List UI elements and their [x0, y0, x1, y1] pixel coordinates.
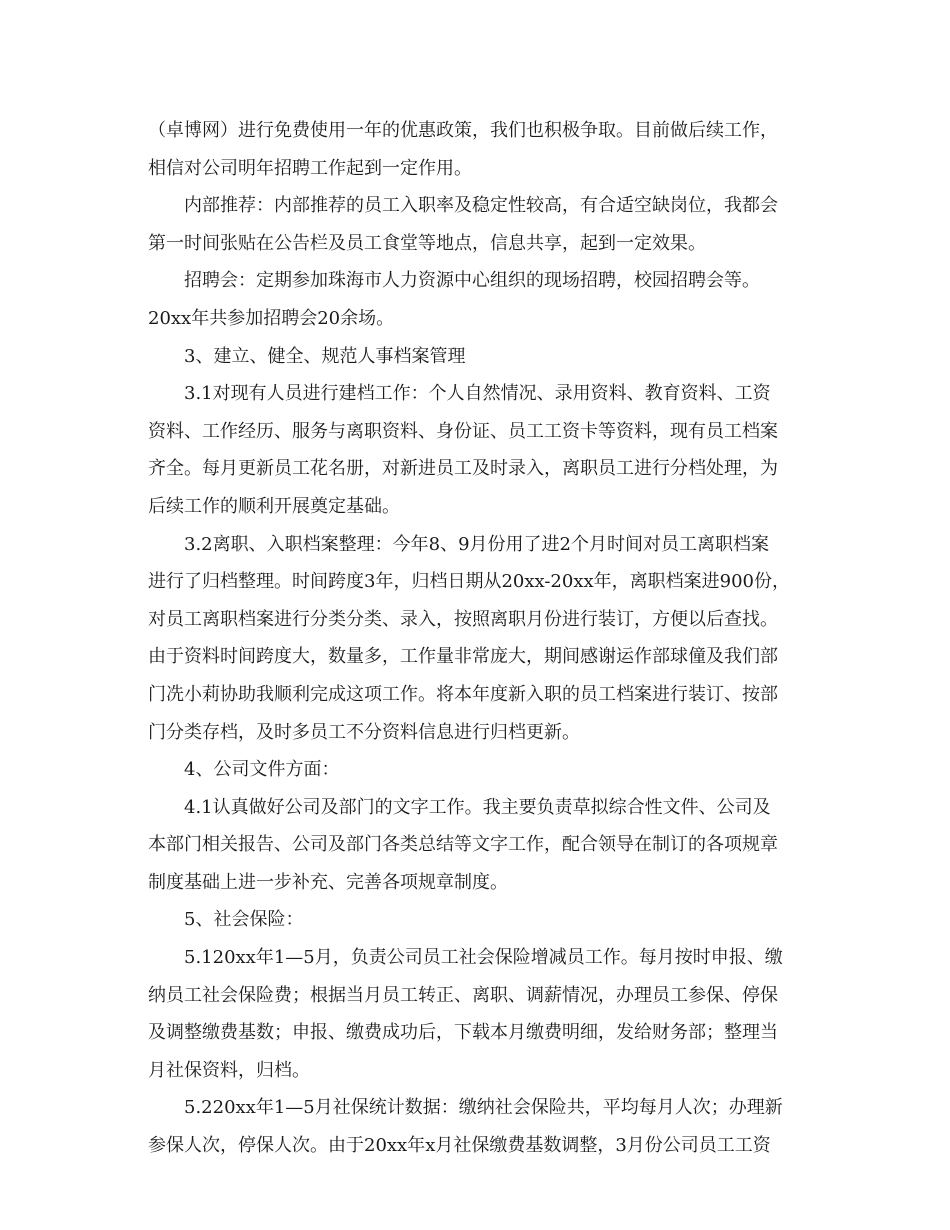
- text-line: 资料、工作经历、服务与离职资料、身份证、员工工资卡等资料，现有员工档案: [148, 420, 778, 442]
- text-line: 本部门相关报告、公司及部门各类总结等文字工作，配合领导在制订的各项规章: [148, 834, 778, 856]
- text-line: 5.120xx年1—5月，负责公司员工社会保险增减员工作。每月按时申报、缴: [184, 947, 783, 969]
- text-line: 齐全。每月更新员工花名册，对新进员工及时录入，离职员工进行分档处理，为: [148, 458, 778, 480]
- text-line: 纳员工社会保险费；根据当月员工转正、离职、调薪情况，办理员工参保、停保: [148, 984, 778, 1006]
- text-line: 制度基础上进一步补充、完善各项规章制度。: [148, 871, 508, 893]
- text-line: 月社保资料，归档。: [148, 1059, 310, 1081]
- text-line: （卓博网）进行免费使用一年的优惠政策，我们也积极争取。目前做后续工作，: [148, 120, 778, 141]
- text-line: 4、公司文件方面：: [184, 759, 340, 781]
- text-line: 对员工离职档案进行分类分类、录入，按照离职月份进行装订，方便以后查找。: [148, 608, 778, 630]
- text-line: 相信对公司明年招聘工作起到一定作用。: [148, 157, 472, 179]
- text-line: 5、社会保险：: [184, 909, 304, 931]
- text-line: 门冼小莉协助我顺利完成这项工作。将本年度新入职的员工档案进行装订、按部: [148, 683, 778, 705]
- text-line: 20xx年共参加招聘会20余场。: [148, 307, 395, 329]
- text-line: 招聘会：定期参加珠海市人力资源中心组织的现场招聘，校园招聘会等。: [184, 270, 760, 292]
- text-line: 进行了归档整理。时间跨度3年，归档日期从20xx-20xx年，离职档案进900份，: [148, 571, 790, 593]
- text-line: 3.2离职、入职档案整理：今年8、9月份用了进2个月时间对员工离职档案: [184, 533, 769, 555]
- text-line: 3.1对现有人员进行建档工作：个人自然情况、录用资料、教育资料、工资: [184, 383, 771, 405]
- text-line: 后续工作的顺利开展奠定基础。: [148, 495, 400, 517]
- text-line: 及调整缴费基数；申报、缴费成功后，下载本月缴费明细，发给财务部；整理当: [148, 1022, 778, 1044]
- document-body: [148, 112, 810, 1165]
- text-line: 4.1认真做好公司及部门的文字工作。我主要负责草拟综合性文件、公司及: [184, 796, 771, 818]
- text-line: 5.220xx年1—5月社保统计数据：缴纳社会保险共，平均每月人次；办理新: [184, 1097, 783, 1119]
- text-line: 第一时间张贴在公告栏及员工食堂等地点，信息共享，起到一定效果。: [148, 232, 706, 254]
- text-line: 3、建立、健全、规范人事档案管理: [184, 345, 466, 367]
- text-line: 内部推荐：内部推荐的员工入职率及稳定性较高，有合适空缺岗位，我都会: [184, 195, 778, 217]
- text-line: 参保人次，停保人次。由于20xx年x月社保缴费基数调整，3月份公司员工工资: [148, 1135, 771, 1157]
- text-line: 由于资料时间跨度大，数量多，工作量非常庞大，期间感谢运作部球僮及我们部: [148, 646, 778, 668]
- text-line: 门分类存档，及时多员工不分资料信息进行归档更新。: [148, 721, 580, 743]
